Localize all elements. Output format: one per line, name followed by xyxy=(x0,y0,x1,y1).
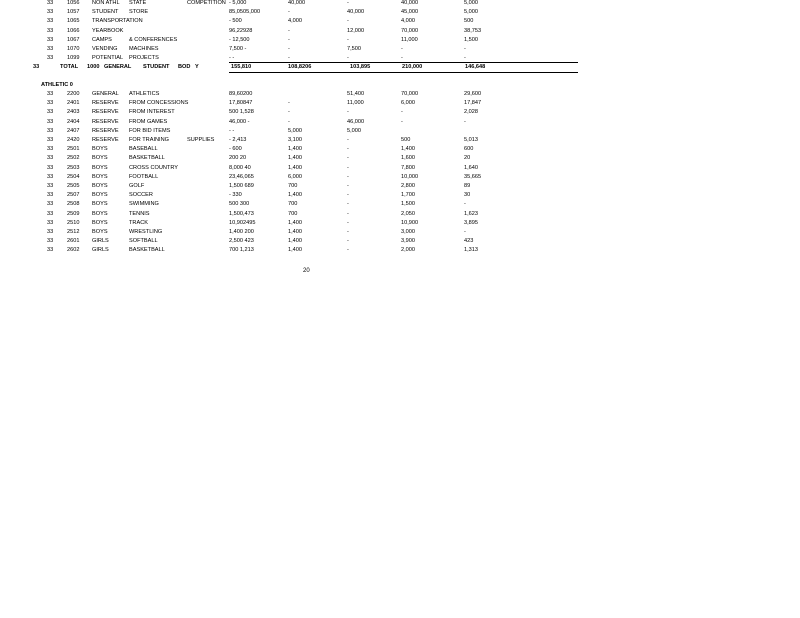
table-row xyxy=(0,127,600,136)
cell-col-c: - xyxy=(347,137,349,143)
cell-account: 2507 xyxy=(67,192,80,199)
cell-col-b: - xyxy=(288,100,290,107)
cell-col-b: - xyxy=(288,36,290,43)
cell-account: 1099 xyxy=(67,55,80,62)
cell-col-c: - xyxy=(347,18,349,25)
cell-desc-1: BOYS xyxy=(92,155,108,162)
cell-account: 2512 xyxy=(67,229,80,235)
cell-col-d: 45,000 xyxy=(401,9,419,16)
cell-col-a: - - xyxy=(229,55,235,62)
cell-desc-2: PROJECTS xyxy=(129,55,159,62)
cell-col-e: 35,665 xyxy=(464,173,482,180)
total-y: Y xyxy=(195,64,199,70)
cell-desc-2: FOR BID ITEMS xyxy=(129,127,171,134)
cell-desc-2: FROM GAMES xyxy=(129,118,168,125)
cell-col-c: 46,000 xyxy=(347,118,365,125)
cell-col-c: - xyxy=(347,173,349,180)
cell-col-c: 12,000 xyxy=(347,27,365,34)
cell-col-b: 1,400 xyxy=(288,155,302,162)
total-a: 155,810 xyxy=(231,64,252,70)
cell-col-d: 10,000 xyxy=(401,173,419,180)
cell-desc-3: COMPETITION xyxy=(187,0,226,6)
cell-col-e: 38,753 xyxy=(464,27,482,34)
cell-col-a: 89,60200 xyxy=(229,91,253,97)
cell-col-c: - xyxy=(347,36,349,43)
cell-col-a: 17,80847 xyxy=(229,100,253,107)
cell-fund: 33 xyxy=(47,155,54,162)
cell-col-b: 1,400 xyxy=(288,164,302,171)
cell-col-a: - 330 xyxy=(229,192,242,199)
cell-col-a: - - xyxy=(229,127,235,134)
cell-col-c: 11,000 xyxy=(347,100,364,107)
cell-col-e: 1,500 xyxy=(464,36,478,43)
cell-col-c: - xyxy=(347,183,349,189)
cell-col-d: - xyxy=(401,109,403,116)
cell-col-d: 2,800 xyxy=(401,183,415,189)
cell-desc-1: RESERVE xyxy=(92,127,119,134)
cell-col-c: - xyxy=(347,238,349,245)
cell-col-b: 700 xyxy=(288,210,298,217)
cell-col-a: 46,000 - xyxy=(229,118,250,125)
cell-col-b: - xyxy=(288,118,290,125)
cell-account: 2200 xyxy=(67,91,80,97)
cell-col-b: - xyxy=(288,55,290,62)
cell-desc-2: MACHINES xyxy=(129,46,159,52)
cell-desc-3: SUPPLIES xyxy=(187,137,215,143)
cell-account: 2501 xyxy=(67,146,80,153)
table-row xyxy=(0,118,600,127)
cell-col-b: 700 xyxy=(288,183,298,189)
cell-account: 2407 xyxy=(67,127,80,134)
cell-col-d: - xyxy=(401,46,403,52)
cell-desc-1: STUDENT xyxy=(92,9,119,16)
total-student: STUDENT xyxy=(143,64,170,70)
cell-col-c: 40,000 xyxy=(347,9,365,16)
table-row xyxy=(0,99,600,108)
cell-account: 1065 xyxy=(67,18,80,25)
total-code: 1000 xyxy=(87,64,100,70)
cell-fund: 33 xyxy=(47,173,54,180)
table-row xyxy=(0,136,600,145)
table-row xyxy=(0,108,600,117)
cell-col-d: - xyxy=(401,55,403,62)
cell-desc-1: BOYS xyxy=(92,210,108,217)
table-row xyxy=(0,8,600,17)
cell-desc-2: FROM CONCESSIONS xyxy=(129,100,189,107)
table-row xyxy=(0,210,600,219)
cell-col-c: - xyxy=(347,229,349,235)
total-general: GENERAL xyxy=(104,64,132,70)
cell-fund: 33 xyxy=(47,201,54,208)
table-row xyxy=(0,246,600,255)
cell-col-c: - xyxy=(347,146,349,153)
cell-fund: 33 xyxy=(47,9,54,16)
cell-desc-1: POTENTIAL xyxy=(92,55,124,62)
cell-col-e: 1,313 xyxy=(464,247,478,254)
cell-col-e: - xyxy=(464,229,466,235)
cell-col-d: 1,500 xyxy=(401,201,415,208)
cell-col-e: 423 xyxy=(464,238,474,245)
cell-col-a: 700 1,213 xyxy=(229,247,254,254)
cell-col-e: - xyxy=(464,118,466,125)
cell-desc-2: FOOTBALL xyxy=(129,173,159,180)
cell-desc-2: FOR TRAINING xyxy=(129,137,169,143)
cell-col-a: 7,500 - xyxy=(229,46,247,52)
cell-account: 1066 xyxy=(67,27,80,34)
cell-account: 2403 xyxy=(67,109,80,116)
cell-col-c: - xyxy=(347,109,349,116)
table-row xyxy=(0,191,600,200)
cell-account: 2504 xyxy=(67,173,80,180)
cell-col-c: 5,000 xyxy=(347,127,361,134)
table-row xyxy=(0,200,600,209)
cell-col-a: 500 300 xyxy=(229,201,250,208)
cell-desc-2: GOLF xyxy=(129,183,145,189)
cell-desc-2: & CONFERENCES xyxy=(129,36,178,43)
cell-desc-2: TRACK xyxy=(129,219,148,226)
cell-col-d: 40,000 xyxy=(401,0,419,6)
cell-desc-1: BOYS xyxy=(92,146,108,153)
cell-col-b: - xyxy=(288,9,290,16)
cell-col-a: 1,400 200 xyxy=(229,229,254,235)
cell-desc-1: VENDING xyxy=(92,46,118,52)
cell-fund: 33 xyxy=(47,127,54,134)
table-row xyxy=(0,182,600,191)
cell-account: 1056 xyxy=(67,0,80,6)
cell-col-d: 1,400 xyxy=(401,146,415,153)
cell-col-b: 1,400 xyxy=(288,146,302,153)
cell-col-e: 1,623 xyxy=(464,210,478,217)
cell-account: 2502 xyxy=(67,155,80,162)
cell-fund: 33 xyxy=(47,146,54,153)
cell-col-d: 70,000 xyxy=(401,91,419,97)
cell-fund: 33 xyxy=(47,137,54,143)
total-c: 103,895 xyxy=(350,64,371,70)
cell-col-d: 4,000 xyxy=(401,18,415,25)
table-row xyxy=(0,228,600,237)
cell-desc-2: STORE xyxy=(129,9,149,16)
cell-account: 2420 xyxy=(67,137,80,143)
cell-desc-2: SOFTBALL xyxy=(129,238,158,245)
table-row xyxy=(0,27,600,36)
total-e: 146,648 xyxy=(465,64,486,70)
cell-account: 1057 xyxy=(67,9,80,16)
table-row xyxy=(0,0,600,8)
cell-fund: 33 xyxy=(47,192,54,199)
cell-fund: 33 xyxy=(47,27,54,34)
cell-desc-1: BOYS xyxy=(92,183,108,189)
total-bod: BOD xyxy=(178,64,191,70)
cell-col-b: 3,100 xyxy=(288,137,302,143)
cell-col-b: 700 xyxy=(288,201,298,208)
table-row xyxy=(0,219,600,228)
cell-col-d: - xyxy=(401,118,403,125)
cell-col-b: 4,000 xyxy=(288,18,302,25)
cell-account: 2601 xyxy=(67,238,80,245)
cell-fund: 33 xyxy=(47,36,54,43)
cell-col-c: 7,500 xyxy=(347,46,361,52)
cell-col-c: - xyxy=(347,164,349,171)
cell-col-c: - xyxy=(347,0,349,6)
cell-desc-2: ATHLETICS xyxy=(129,91,160,97)
total-label: TOTAL xyxy=(60,64,79,70)
cell-col-a: - 12,500 xyxy=(229,36,250,43)
cell-col-a: 8,000 40 xyxy=(229,164,251,171)
table-row xyxy=(0,154,600,163)
cell-account: 1067 xyxy=(67,36,80,43)
cell-desc-1: RESERVE xyxy=(92,100,119,107)
cell-desc-2: STATE xyxy=(129,0,147,6)
cell-col-e: 600 xyxy=(464,146,474,153)
cell-fund: 33 xyxy=(47,109,54,116)
cell-col-c: - xyxy=(347,155,349,162)
total-b: 108,8206 xyxy=(288,64,312,70)
cell-desc-2: WRESTLING xyxy=(129,229,163,235)
cell-desc-2: TENNIS xyxy=(129,210,150,217)
cell-col-d: 2,050 xyxy=(401,210,415,217)
total-rule-top xyxy=(229,62,578,63)
cell-col-a: - 600 xyxy=(229,146,242,153)
table-row xyxy=(0,45,600,54)
cell-desc-2: BASKETBALL xyxy=(129,247,165,254)
cell-account: 2508 xyxy=(67,201,80,208)
cell-col-c: - xyxy=(347,201,349,208)
cell-col-e: 30 xyxy=(464,192,471,199)
cell-col-a: - 500 xyxy=(229,18,242,25)
cell-account: 2505 xyxy=(67,183,80,189)
total-row xyxy=(0,63,600,72)
cell-col-e: 89 xyxy=(464,183,471,189)
cell-desc-1: BOYS xyxy=(92,173,108,180)
total-d: 210,000 xyxy=(402,64,423,70)
cell-col-b: - xyxy=(288,46,290,52)
cell-desc-2: SWIMMING xyxy=(129,201,159,208)
page-number: 20 xyxy=(303,268,310,274)
table-row xyxy=(0,17,600,26)
cell-col-b: 1,400 xyxy=(288,229,302,235)
cell-desc-1: RESERVE xyxy=(92,118,119,125)
cell-account: 2602 xyxy=(67,247,80,254)
cell-col-b: - xyxy=(288,27,290,34)
cell-fund: 33 xyxy=(47,0,54,6)
cell-col-e: 20 xyxy=(464,155,471,162)
table-row xyxy=(0,90,600,99)
cell-col-d: 70,000 xyxy=(401,27,419,34)
total-rule-bottom xyxy=(229,72,578,73)
cell-col-d: 1,700 xyxy=(401,192,415,199)
cell-fund: 33 xyxy=(47,247,54,254)
cell-desc-1: BOYS xyxy=(92,219,108,226)
cell-desc-1: RESERVE xyxy=(92,109,119,116)
cell-col-c: - xyxy=(347,55,349,62)
cell-col-a: - 5,000 xyxy=(229,0,247,6)
cell-col-b: 1,400 xyxy=(288,219,302,226)
cell-desc-1: BOYS xyxy=(92,229,108,235)
cell-desc-1: YEARBOOK xyxy=(92,27,124,34)
cell-desc-1: BOYS xyxy=(92,201,108,208)
cell-desc-1: BOYS xyxy=(92,192,108,199)
cell-col-e: 5,013 xyxy=(464,137,478,143)
cell-col-d: 2,000 xyxy=(401,247,415,254)
cell-desc-2: FROM INTEREST xyxy=(129,109,175,116)
cell-fund: 33 xyxy=(47,46,54,52)
cell-col-e: - xyxy=(464,55,466,62)
cell-desc-1: CAMPS xyxy=(92,36,112,43)
cell-col-a: - 2,413 xyxy=(229,137,247,143)
cell-col-e: 1,640 xyxy=(464,164,478,171)
table-row xyxy=(0,36,600,45)
cell-desc-2: BASEBALL xyxy=(129,146,158,153)
cell-col-d: 11,000 xyxy=(401,36,418,43)
cell-col-b: 1,400 xyxy=(288,192,302,199)
cell-col-e: 29,600 xyxy=(464,91,482,97)
cell-col-b: 40,000 xyxy=(288,0,306,6)
cell-col-a: 10,902495 xyxy=(229,219,256,226)
cell-account: 1070 xyxy=(67,46,80,52)
cell-account: 2404 xyxy=(67,118,80,125)
cell-fund: 33 xyxy=(47,183,54,189)
cell-desc-2: CROSS COUNTRY xyxy=(129,164,179,171)
cell-fund: 33 xyxy=(47,91,54,97)
table-row xyxy=(0,173,600,182)
cell-fund: 33 xyxy=(47,55,54,62)
cell-fund: 33 xyxy=(47,164,54,171)
cell-col-c: - xyxy=(347,247,349,254)
cell-col-b: - xyxy=(288,109,290,116)
cell-col-e: - xyxy=(464,46,466,52)
cell-col-d: 6,000 xyxy=(401,100,415,107)
cell-fund: 33 xyxy=(47,118,54,125)
cell-account: 2503 xyxy=(67,164,80,171)
cell-col-c: 51,400 xyxy=(347,91,365,97)
total-fund: 33 xyxy=(33,64,40,70)
cell-account: 2509 xyxy=(67,210,80,217)
cell-col-d: 3,000 xyxy=(401,229,415,235)
section-header: ATHLETIC 0 xyxy=(41,82,73,88)
cell-fund: 33 xyxy=(47,238,54,245)
cell-desc-1: GIRLS xyxy=(92,238,109,245)
cell-col-a: 2,500 423 xyxy=(229,238,254,245)
cell-col-a: 1,500 689 xyxy=(229,183,254,189)
table-row xyxy=(0,237,600,246)
cell-col-e: 5,000 xyxy=(464,9,478,16)
cell-col-e: - xyxy=(464,201,466,208)
cell-col-e: 3,895 xyxy=(464,219,478,226)
cell-col-d: 3,900 xyxy=(401,238,415,245)
cell-col-d: 7,800 xyxy=(401,164,415,171)
cell-col-d: 10,900 xyxy=(401,219,419,226)
table-row xyxy=(0,164,600,173)
cell-fund: 33 xyxy=(47,219,54,226)
cell-col-b: 6,000 xyxy=(288,173,302,180)
cell-col-d: 1,600 xyxy=(401,155,415,162)
cell-desc-1: BOYS xyxy=(92,164,108,171)
cell-desc-1: GENERAL xyxy=(92,91,119,97)
table-row xyxy=(0,145,600,154)
cell-col-a: 23,46,065 xyxy=(229,173,254,180)
cell-col-a: 500 1,528 xyxy=(229,109,254,116)
cell-col-a: 200 20 xyxy=(229,155,247,162)
cell-desc-2: SOCCER xyxy=(129,192,153,199)
cell-col-a: 85,0505,000 xyxy=(229,9,261,16)
cell-col-b: 1,400 xyxy=(288,238,302,245)
cell-desc-1: RESERVE xyxy=(92,137,119,143)
cell-col-a: 1,500,473 xyxy=(229,210,254,217)
cell-account: 2401 xyxy=(67,100,80,107)
cell-col-c: - xyxy=(347,219,349,226)
cell-col-e: 500 xyxy=(464,18,474,25)
cell-fund: 33 xyxy=(47,229,54,235)
cell-col-c: - xyxy=(347,192,349,199)
cell-desc-2: BASKETBALL xyxy=(129,155,165,162)
cell-col-b: 1,400 xyxy=(288,247,302,254)
cell-col-c: - xyxy=(347,210,349,217)
cell-fund: 33 xyxy=(47,100,54,107)
cell-col-b: 5,000 xyxy=(288,127,302,134)
cell-fund: 33 xyxy=(47,18,54,25)
cell-col-e: 2,028 xyxy=(464,109,478,116)
cell-col-d: 500 xyxy=(401,137,411,143)
cell-col-a: 96,22928 xyxy=(229,27,253,34)
cell-desc-1: GIRLS xyxy=(92,247,109,254)
cell-col-e: 17,847 xyxy=(464,100,482,107)
cell-fund: 33 xyxy=(47,210,54,217)
cell-col-e: 5,000 xyxy=(464,0,478,6)
cell-account: 2510 xyxy=(67,219,80,226)
cell-desc-1: NON ATHL xyxy=(92,0,120,6)
cell-desc-1: TRANSPORTATION xyxy=(92,18,143,25)
